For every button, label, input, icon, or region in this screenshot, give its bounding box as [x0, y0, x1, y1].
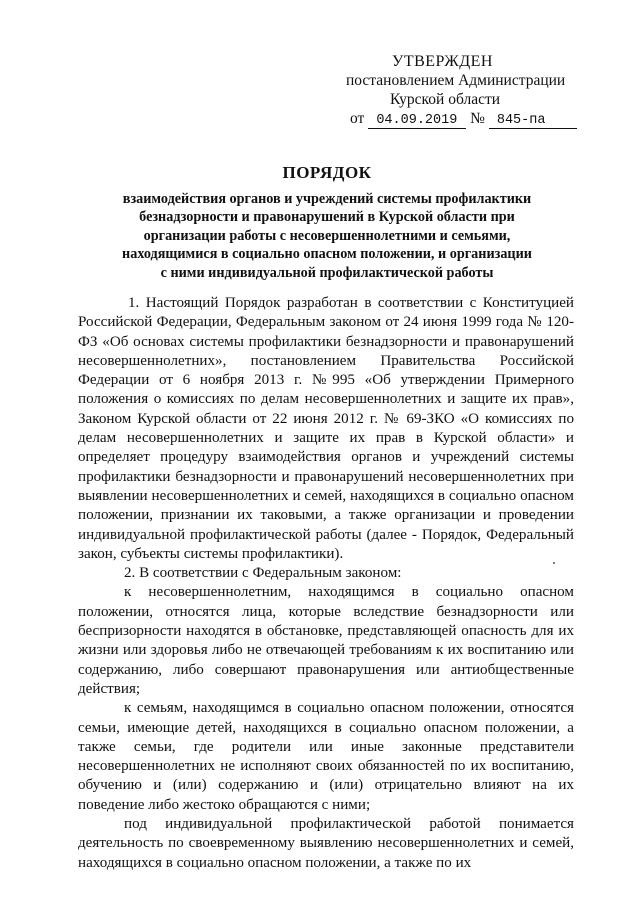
approval-line-1: постановлением Администрации — [346, 72, 566, 89]
approval-line-2: Курской области — [390, 91, 501, 108]
subtitle-line: взаимодействия органов и учреждений системы профилактики — [122, 191, 532, 207]
document-subtitle — [80, 190, 574, 282]
paragraph-1: 1. Настоящий Порядок разработан в соответствии с Конституцией Российской Федерации, Федеральным законом от 24 июня 1999 года № 120-ФЗ «Об основах системы профилактики безнадзорности и правонарушений несовершеннолетних», постановлением Правительства Российской Федерации от 6 ноября 2013 г. №995 «Об утверждении Примерного положения о комиссиях по делам несовершеннолетних и защите их прав», Законом Курской области от 22 июня 2012 г. № 69-ЗКО «О комиссиях по делам несовершеннолетних и защите их прав в Курской области» и определяет процедуру взаимодействия органов и учреждений системы профилактики безнадзорности и правонарушений несовершеннолетних при выявлении несовершеннолетних и семей, находящихся в социально опасном положении, признании их таковыми, а также организации и проведении индивидуальной профилактической работы (далее - Порядок, Федеральный закон, субъекты системы профилактики). — [78, 295, 574, 562]
paragraph-families-definition: к семьям, находящимся в социально опасном положении, относятся семьи, имеющие детей, находящихся в социально опасном положении, а также семьи, где родители или иные законные представители несовершеннолетних не исполняют своих обязанностей по их воспитанию, обучению и (или) содержанию и (или) отрицательно влияют на их поведение либо жестоко обращаются с ними; — [78, 700, 574, 813]
subtitle-line: с ними индивидуальной профилактической работы — [160, 264, 494, 281]
subtitle-line: находящимися в социально опасном положении, и организации — [122, 246, 532, 263]
document-title: ПОРЯДОК — [282, 163, 372, 182]
date-prefix: от — [350, 110, 365, 127]
paragraph-individual-work: под индивидуальной профилактической работой понимается деятельность по своевременному выявлению несовершеннолетних и семей, находящихся в социально опасном положении, а также по их — [78, 816, 574, 871]
approval-title: УТВЕРЖДЕН — [392, 53, 493, 70]
paragraph-2: 2. В соответствии с Федеральным законом: — [124, 565, 402, 582]
scan-speck — [553, 562, 555, 564]
paragraph-minors-definition: к несовершеннолетним, находящимся в социально опасном положении, относятся лица, которые вследствие безнадзорности или беспризорности находятся в обстановке, представляющей опасность для их жизни или здоровья либо не отвечающей требованиям к их воспитанию или содержанию, либо совершают правонарушения или антиобщественные действия; — [78, 584, 574, 697]
subtitle-line: безнадзорности и правонарушений в Курской области при — [139, 209, 515, 226]
approval-date-line — [340, 109, 590, 129]
document-body — [78, 294, 574, 873]
subtitle-line: организации работы с несовершеннолетними и семьями, — [143, 227, 511, 244]
approval-date: 04.09.2019 — [368, 113, 466, 129]
number-prefix: № — [470, 110, 485, 127]
approval-stamp — [340, 52, 590, 129]
approval-number: 845-па — [489, 113, 577, 129]
